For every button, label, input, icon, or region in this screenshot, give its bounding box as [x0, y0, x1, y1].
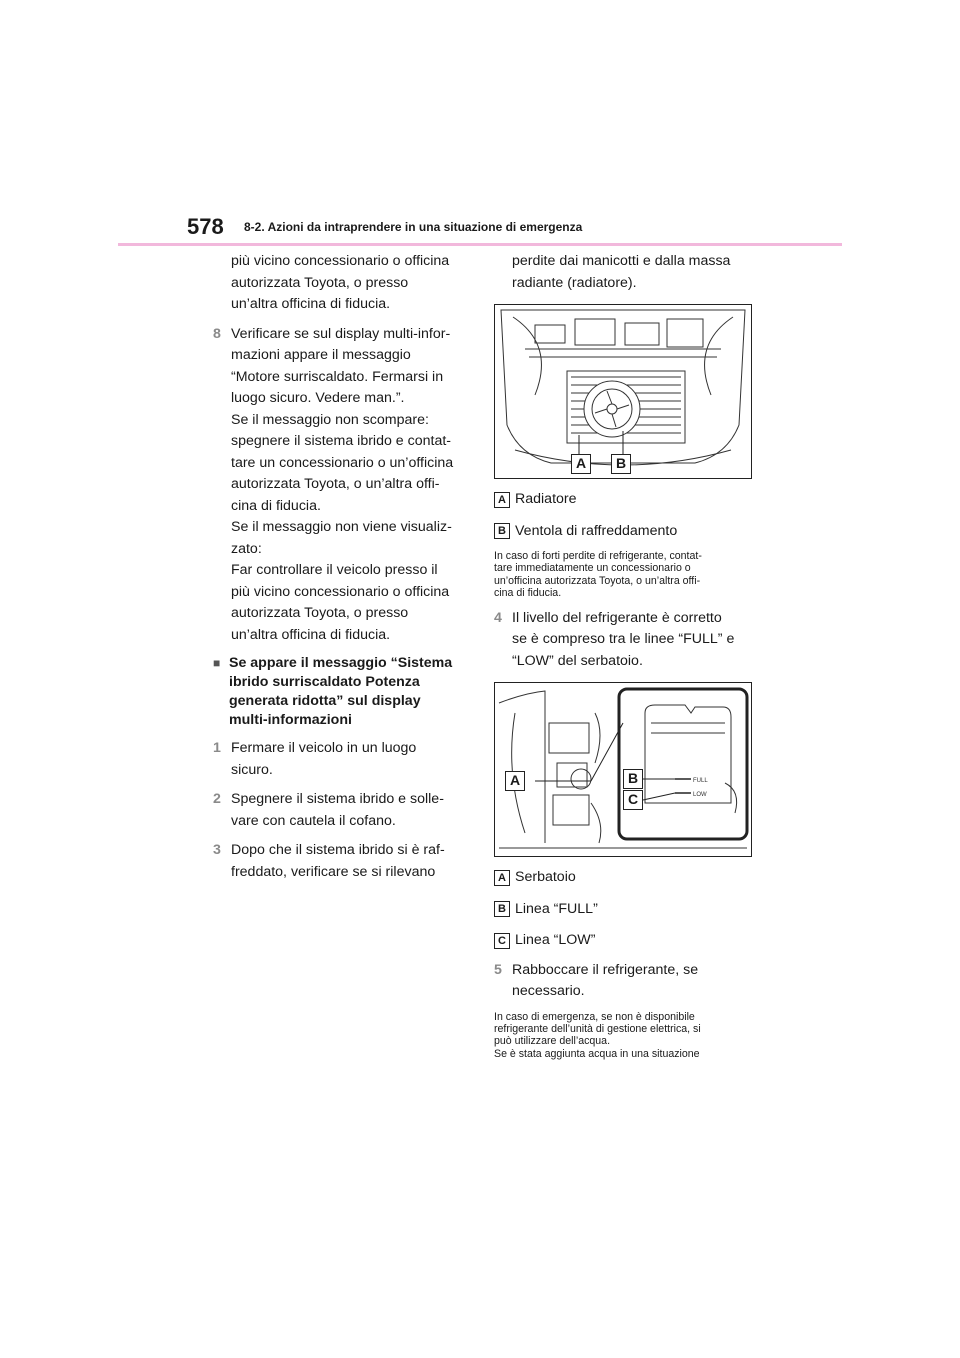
full-mark: FULL: [693, 778, 708, 785]
text-line: In caso di emergenza, se non è disponibile: [494, 1010, 695, 1023]
text-line: radiante (radiatore).: [512, 274, 637, 291]
step-5: [494, 960, 752, 1003]
header-rule: [118, 243, 842, 246]
legend-key: B: [494, 901, 510, 917]
step-number: 4: [494, 609, 502, 626]
left-column: [213, 251, 463, 883]
low-mark: LOW: [693, 792, 707, 799]
note: [494, 1011, 752, 1061]
text-line: autorizzata Toyota, o presso: [231, 605, 409, 621]
text-line: Verificare se sul display multi-infor-: [231, 325, 451, 342]
heading-line: ibrido surriscaldato Potenza: [229, 674, 420, 690]
text-line: “LOW” del serbatoio.: [512, 652, 643, 669]
text-line: “Motore surriscaldato. Fermarsi in: [231, 368, 444, 385]
text-line: Far controllare il veicolo presso il: [231, 562, 438, 578]
text-line: Se il messaggio non scompare:: [231, 411, 429, 428]
heading-line: multi-informazioni: [229, 712, 352, 728]
continued-text: [494, 251, 752, 294]
step-number: 5: [494, 961, 502, 978]
step-8: [213, 324, 463, 647]
text-line: tare un concessionario o un’officina: [231, 454, 454, 471]
square-bullet-icon: ■: [213, 656, 221, 670]
step-4: [494, 608, 752, 673]
radiator-illustration: [494, 304, 752, 479]
legend-item: [494, 899, 752, 921]
text-line: In caso di forti perdite di refrigerante, contat-: [494, 550, 702, 562]
step-number: 1: [213, 740, 221, 756]
legend-item: [494, 489, 752, 511]
text-line: perdite dai manicotti e dalla massa: [512, 253, 731, 269]
text-line: freddato, verificare se si rilevano: [231, 863, 436, 880]
step-2: [213, 789, 463, 832]
text-line: cina di fiducia.: [494, 587, 562, 600]
legend-key: B: [494, 523, 510, 539]
text-line: Se è stata aggiunta acqua in una situazione: [494, 1047, 700, 1060]
subsection-heading: [213, 654, 463, 730]
legend-text: Serbatoio: [515, 869, 576, 886]
callout-b: B: [611, 454, 631, 474]
text-line: Fermare il veicolo in un luogo: [231, 740, 417, 756]
text-line: necessario.: [512, 983, 585, 1000]
text-line: zato:: [231, 540, 262, 557]
legend-text: Radiatore: [515, 491, 577, 507]
text-line: Spegnere il sistema ibrido e solle-: [231, 791, 444, 807]
legend-key: C: [494, 933, 510, 949]
page-number: 578: [187, 214, 224, 239]
step-number: 2: [213, 791, 221, 807]
text-line: un’officina autorizzata Toyota, o un’altra offi-: [494, 574, 701, 587]
callout-b: B: [623, 769, 643, 789]
step-1: [213, 738, 463, 781]
text-line: più vicino concessionario o officina: [231, 253, 450, 269]
text-line: se è compreso tra le linee “FULL” e: [512, 631, 735, 648]
text-line: un’altra officina di fiducia.: [231, 296, 391, 312]
step-number: 3: [213, 842, 221, 858]
right-column: [494, 251, 752, 1060]
text-line: luogo sicuro. Vedere man.”.: [231, 390, 405, 406]
text-line: autorizzata Toyota, o presso: [231, 274, 409, 291]
legend-key: A: [494, 492, 510, 508]
legend-item: [494, 521, 752, 543]
text-line: vare con cautela il cofano.: [231, 812, 396, 829]
text-line: refrigerante dell’unità di gestione elettrica, si: [494, 1023, 701, 1036]
text-line: mazioni appare il messaggio: [231, 347, 411, 363]
text-line: autorizzata Toyota, o un’altra offi-: [231, 476, 440, 492]
step-3: [213, 840, 463, 883]
callout-c: C: [623, 790, 643, 810]
text-line: Se il messaggio non viene visualiz-: [231, 519, 452, 535]
callout-a: A: [571, 454, 591, 474]
step-number: 8: [213, 325, 221, 342]
section-title: 8-2. Azioni da intraprendere in una situazione di emergenza: [244, 220, 583, 234]
text-line: spegnere il sistema ibrido e contat-: [231, 433, 452, 449]
legend-text: Ventola di raffreddamento: [515, 522, 678, 539]
legend-item: [494, 930, 752, 952]
note: [494, 550, 752, 600]
heading-line: generata ridotta” sul display: [229, 693, 421, 709]
continued-text: [213, 251, 463, 316]
callout-a: A: [505, 771, 525, 791]
engine-bay-front-drawing: [495, 305, 751, 478]
legend-key: A: [494, 870, 510, 886]
text-line: più vicino concessionario o officina: [231, 583, 450, 600]
legend-text: Linea “LOW”: [515, 932, 596, 949]
text-line: Il livello del refrigerante è corretto: [512, 609, 722, 626]
text-line: può utilizzare dell’acqua.: [494, 1035, 611, 1048]
reservoir-illustration: [494, 682, 752, 857]
text-line: un’altra officina di fiducia.: [231, 626, 391, 643]
heading-line: Se appare il messaggio “Sistema: [229, 655, 453, 671]
legend-item: [494, 867, 752, 889]
text-line: Dopo che il sistema ibrido si è raf-: [231, 842, 445, 858]
text-line: tare immediatamente un concessionario o: [494, 562, 691, 575]
legend-text: Linea “FULL”: [515, 900, 598, 917]
text-line: sicuro.: [231, 761, 273, 778]
text-line: cina di fiducia.: [231, 497, 321, 514]
text-line: Rabboccare il refrigerante, se: [512, 961, 699, 978]
